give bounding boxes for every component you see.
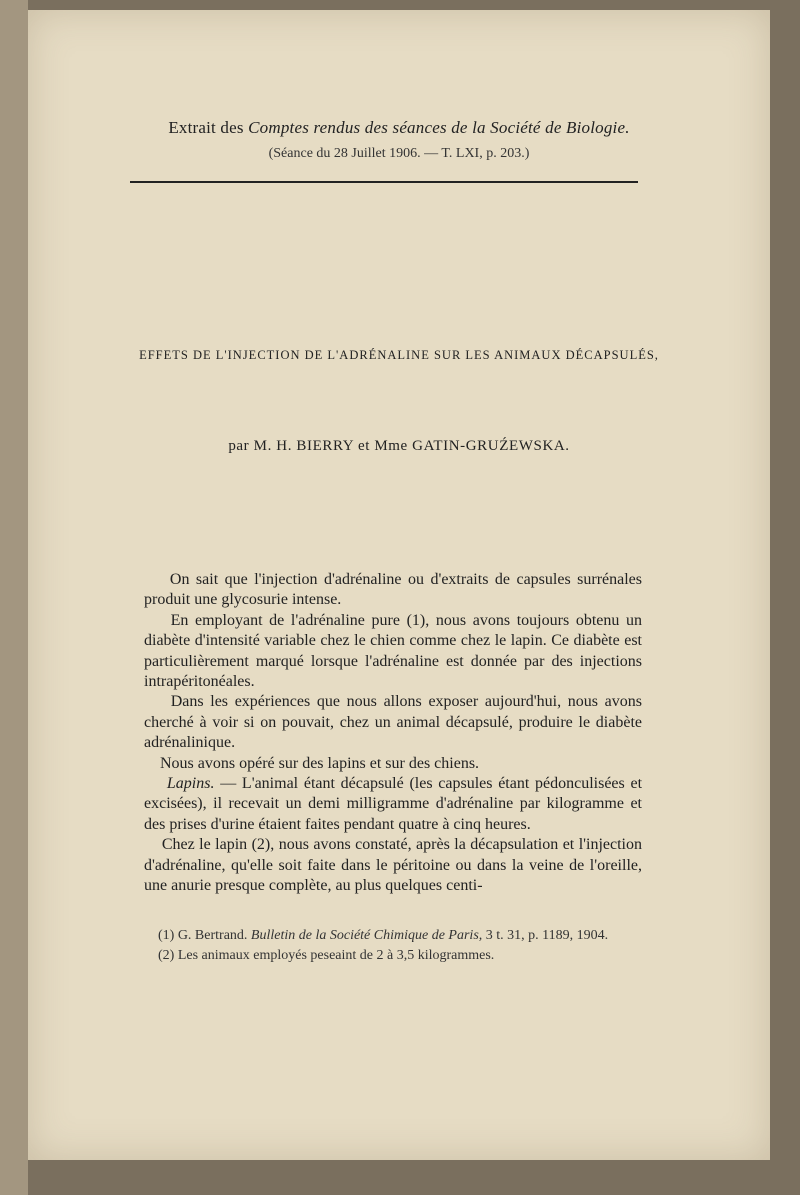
paragraph-6-text: Chez le lapin (2), nous avons constaté, après la décapsulation et l'injection d'adrénaline, qu'elle soit faite dans le péritoine ou dans la veine de l'oreille, une anurie presque complète, au plus quelques centi- [144, 836, 643, 895]
paragraph-3-text: Dans les expériences que nous allons exposer aujourd'hui, nous avons cherché à voir si on pouvait, chez un animal décapsulé, produire le diabète adrénalinique. [144, 693, 642, 752]
adjacent-page-edge [0, 0, 28, 1195]
footnote-1-journal: Bulletin de la Société Chimique de Paris, [250, 928, 483, 943]
footnotes [144, 926, 642, 966]
footnote-1 [144, 926, 642, 946]
journal-header [28, 118, 770, 138]
session-info: (Séance du 28 Juillet 1906. — T. LXI, p. 203.) [268, 146, 530, 161]
lapins-label: Lapins. [166, 775, 215, 793]
journal-title: Comptes rendus des séances de la Société de Biologie. [248, 118, 630, 137]
paragraph-2 [144, 611, 642, 693]
footnote-2-text: (2) Les animaux employés peseaint de 2 à 3,5 kilogrammes. [158, 948, 495, 963]
article-title: EFFETS DE L'INJECTION DE L'ADRÉNALINE SUR LES ANIMAUX DÉCAPSULÉS, [139, 348, 659, 362]
footnote-1-ref: 3 t. 31, p. 1189, 1904. [482, 928, 609, 943]
paragraph-2-text: En employant de l'adrénaline pure (1), nous avons toujours obtenu un diabète d'intensité variable chez le chien comme chez le lapin. Ce diabète est particulièrement marqué lorsque l'adrénaline est donnée par des injections intrapéritonéales. [144, 611, 643, 691]
paragraph-4 [144, 754, 642, 774]
paragraph-1-text: On sait que l'injection d'adrénaline ou d'extraits de capsules surrénales produit une glycosurie intense. [144, 571, 643, 609]
document-page [28, 10, 770, 1160]
header-rule [130, 181, 638, 183]
paragraph-5-text: — L'animal étant décapsulé (les capsules étant pédonculisées et excisées), il recevait un demi milligramme d'adrénaline par kilogramme et des prises d'urine étaient faites pendant quatre à cinq heures. [144, 775, 643, 833]
paragraph-1 [144, 570, 642, 611]
article-body [144, 570, 642, 897]
footnote-1-author: (1) G. Bertrand. [158, 928, 251, 943]
footnote-2 [144, 946, 642, 966]
paragraph-6 [144, 835, 642, 896]
article-authors: par M. H. BIERRY et Mme GATIN-GRUŹEWSKA. [228, 438, 570, 454]
paragraph-5 [144, 774, 642, 835]
paragraph-3 [144, 692, 642, 753]
header-prefix: Extrait des [168, 118, 249, 137]
paragraph-4-text: Nous avons opéré sur des lapins et sur des chiens. [160, 754, 480, 772]
